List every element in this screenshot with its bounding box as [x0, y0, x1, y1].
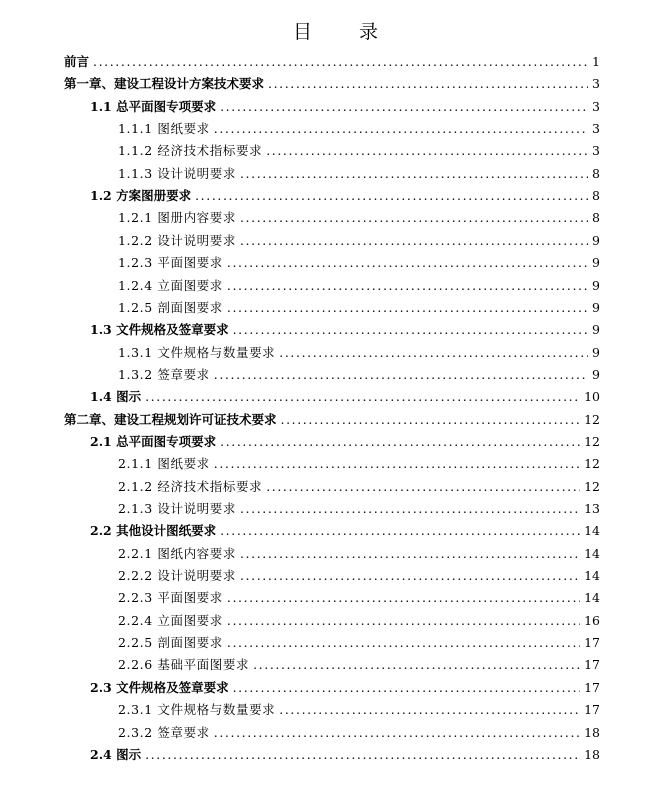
toc-page-number: 8 [592, 188, 600, 204]
toc-dot-leader [145, 389, 580, 405]
toc-page-number: 9 [592, 366, 600, 382]
toc-entry[interactable] [90, 741, 600, 763]
toc-page-number: 9 [592, 277, 600, 293]
toc-entry[interactable] [118, 272, 600, 294]
toc-entry-title: 2.2.2 设计说明要求 [118, 568, 236, 584]
toc-entry-title: 2.2.6 基础平面图要求 [118, 657, 250, 673]
toc-entry[interactable] [64, 406, 600, 428]
toc-dot-leader [227, 300, 588, 316]
toc-dot-leader [240, 501, 580, 517]
toc-entry[interactable] [118, 719, 600, 741]
toc-dot-leader [214, 367, 588, 383]
toc-entry-title: 2.3.2 签章要求 [118, 724, 210, 740]
toc-dot-leader [253, 657, 580, 673]
toc-dot-leader [214, 456, 580, 472]
toc-entry-title: 2.2.5 剖面图要求 [118, 635, 223, 651]
toc-entry[interactable] [118, 629, 600, 651]
toc-entry-title: 2.1.3 设计说明要求 [118, 501, 236, 516]
toc-dot-leader [195, 188, 588, 204]
toc-page-number: 10 [584, 389, 600, 405]
toc-entry-title: 1.3 文件规格及签章要求 [90, 322, 229, 338]
toc-entry-title: 2.1 总平面图专项要求 [90, 433, 217, 449]
toc-entry-title: 1.2.2 设计说明要求 [118, 232, 236, 248]
toc-entry-title: 1.2.1 图册内容要求 [118, 210, 236, 226]
toc-dot-leader [227, 635, 580, 651]
toc-entry[interactable] [118, 696, 600, 718]
toc-entry-title: 2.2.3 平面图要求 [118, 590, 223, 606]
toc-entry[interactable] [118, 361, 600, 383]
toc-entry[interactable] [118, 607, 600, 629]
toc-page-number: 9 [592, 344, 600, 360]
toc-page-number: 8 [592, 165, 600, 181]
toc-dot-leader [220, 523, 580, 539]
toc-entry[interactable] [90, 428, 600, 450]
toc-entry[interactable] [90, 93, 600, 115]
toc-dot-leader [266, 479, 580, 495]
toc-entry-title: 2.1.2 经济技术指标要求 [118, 478, 263, 494]
toc-page-number: 9 [592, 232, 600, 248]
toc-page-number: 17 [584, 679, 600, 695]
toc-page-number: 18 [584, 724, 600, 740]
toc-dot-leader [268, 76, 588, 92]
toc-entry[interactable] [118, 294, 600, 316]
toc-dot-leader [227, 590, 580, 606]
toc-page-number: 9 [592, 299, 600, 315]
toc-page-number: 18 [584, 746, 600, 762]
toc-entry-title: 第一章、建设工程设计方案技术要求 [64, 76, 265, 92]
toc-entry[interactable] [118, 115, 600, 137]
toc-entry-title: 前言 [64, 54, 90, 69]
toc-dot-leader [220, 99, 588, 115]
toc-dot-leader [240, 546, 580, 562]
toc-page-number: 12 [584, 411, 600, 427]
toc-entry-title: 1.2.5 剖面图要求 [118, 299, 223, 315]
toc-dot-leader [227, 278, 588, 294]
toc-entry-title: 1.2.4 立面图要求 [118, 277, 223, 293]
toc-entry[interactable] [118, 651, 600, 673]
toc-entry-title: 1.2 方案图册要求 [90, 188, 192, 204]
toc-entry[interactable] [90, 517, 600, 539]
toc-entry-title: 1.4 图示 [90, 389, 142, 405]
toc-entry[interactable] [118, 540, 600, 562]
toc-page-number: 12 [584, 478, 600, 494]
toc-entry-title: 1.1.3 设计说明要求 [118, 165, 236, 181]
toc-entry[interactable] [118, 227, 600, 249]
toc-page-number: 13 [584, 501, 600, 516]
toc-entry-title: 2.2 其他设计图纸要求 [90, 523, 217, 539]
toc-dot-leader [214, 725, 580, 741]
toc-entry-title: 2.3.1 文件规格与数量要求 [118, 702, 276, 718]
toc-title: 目 录 [292, 21, 392, 43]
toc-page-number: 17 [584, 657, 600, 673]
toc-page-number: 9 [592, 322, 600, 338]
toc-entry-title: 1.1.2 经济技术指标要求 [118, 143, 263, 159]
toc-dot-leader [279, 702, 580, 718]
toc-page-number: 3 [592, 121, 600, 137]
toc-dot-leader [93, 54, 588, 70]
toc-entry[interactable] [90, 674, 600, 696]
toc-page-number: 1 [592, 54, 600, 69]
toc-page-number: 16 [584, 612, 600, 628]
toc-page-number: 12 [584, 456, 600, 472]
toc-entry-title: 第二章、建设工程规划许可证技术要求 [64, 411, 277, 427]
toc-page-number: 14 [584, 545, 600, 561]
toc-entry-title: 2.4 图示 [90, 746, 142, 762]
toc-dot-leader [279, 345, 588, 361]
toc-dot-leader [240, 166, 588, 182]
toc-page-number: 9 [592, 255, 600, 271]
toc-entry[interactable] [64, 70, 600, 92]
toc-entry-title: 1.3.1 文件规格与数量要求 [118, 344, 276, 360]
toc-dot-leader [240, 210, 588, 226]
toc-entry[interactable] [90, 316, 600, 338]
toc-entry-title: 2.2.1 图纸内容要求 [118, 545, 236, 561]
toc-page-number: 17 [584, 702, 600, 718]
toc-entry[interactable] [118, 160, 600, 182]
toc-page-number: 3 [592, 143, 600, 159]
toc-entry-title: 2.2.4 立面图要求 [118, 612, 223, 628]
toc-entry[interactable] [64, 48, 600, 70]
toc-page-number: 12 [584, 433, 600, 449]
toc-page-number: 14 [584, 590, 600, 606]
toc-entry[interactable] [118, 473, 600, 495]
toc-dot-leader [214, 121, 588, 137]
toc-dot-leader [281, 412, 581, 428]
toc-entry-title: 1.1 总平面图专项要求 [90, 98, 217, 114]
toc-entry[interactable] [90, 383, 600, 405]
toc-dot-leader [240, 233, 588, 249]
toc-dot-leader [240, 568, 580, 584]
toc-entry[interactable] [90, 182, 600, 204]
toc-entry[interactable] [118, 450, 600, 472]
toc-entry-title: 2.1.1 图纸要求 [118, 456, 210, 472]
toc-dot-leader [233, 680, 580, 696]
toc-dot-leader [266, 143, 588, 159]
toc-entry[interactable] [118, 562, 600, 584]
toc-page-number: 3 [592, 76, 600, 92]
toc-dot-leader [220, 434, 580, 450]
toc-entry-title: 2.3 文件规格及签章要求 [90, 679, 229, 695]
toc-dot-leader [227, 255, 588, 271]
toc-page-number: 14 [584, 523, 600, 539]
toc-entry[interactable] [118, 204, 600, 226]
toc-page-number: 14 [584, 568, 600, 584]
toc-entry-title: 1.1.1 图纸要求 [118, 121, 210, 137]
toc-entry[interactable] [118, 249, 600, 271]
toc-entry[interactable] [118, 339, 600, 361]
toc-entry-title: 1.2.3 平面图要求 [118, 255, 223, 271]
toc-page-number: 8 [592, 210, 600, 226]
toc-dot-leader [227, 613, 580, 629]
toc-entry-title: 1.3.2 签章要求 [118, 366, 210, 382]
toc-dot-leader [145, 747, 580, 763]
toc-page-number: 17 [584, 635, 600, 651]
toc-entry[interactable] [118, 137, 600, 159]
toc-dot-leader [233, 322, 588, 338]
toc-page-number: 3 [592, 98, 600, 114]
toc-entry[interactable] [118, 495, 600, 517]
toc-entry[interactable] [118, 584, 600, 606]
